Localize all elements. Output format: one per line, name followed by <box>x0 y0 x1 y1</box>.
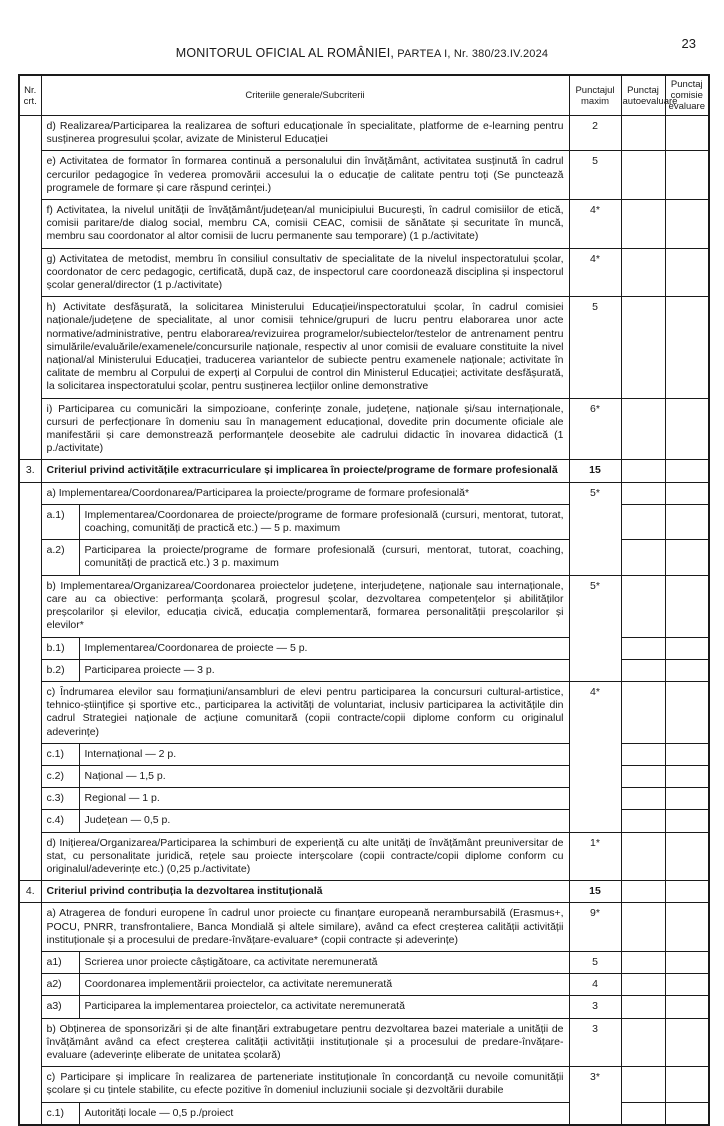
self-score-cell <box>621 681 665 743</box>
max-score: 15 <box>569 460 621 482</box>
self-score-cell <box>621 743 665 765</box>
table-row <box>19 398 709 460</box>
table-row <box>19 200 709 249</box>
col-header-nr: Nr. crt. <box>19 75 41 116</box>
committee-score-cell <box>665 765 709 787</box>
self-score-cell <box>621 996 665 1018</box>
table-row <box>19 575 709 637</box>
committee-score-cell <box>665 1102 709 1125</box>
criteria-text: Criteriul privind contribuția la dezvoltarea instituțională <box>41 881 569 903</box>
max-score: 5 <box>569 297 621 398</box>
sub-label: a1) <box>41 951 79 973</box>
criteria-text: Autorități locale — 0,5 p./proiect <box>79 1102 569 1125</box>
criteria-text: Participarea la proiecte/programe de formare profesională (cursuri, mentorat, tutorat, coaching, comunități de practică etc.) 3 p. maximum <box>79 540 569 575</box>
committee-score-cell <box>665 297 709 398</box>
self-score-cell <box>621 903 665 952</box>
self-score-cell <box>621 482 665 504</box>
col-header-criteria: Criteriile generale/Subcriterii <box>41 75 569 116</box>
self-score-cell <box>621 116 665 151</box>
table-row <box>19 248 709 297</box>
criteria-text: Participarea proiecte — 3 p. <box>79 659 569 681</box>
sub-label: a.1) <box>41 504 79 539</box>
table-row <box>19 482 709 504</box>
self-score-cell <box>621 788 665 810</box>
criteria-text: Implementarea/Coordonarea de proiecte/programe de formare profesională (cursuri, mentorat, tutorat, coaching, comunități de practică etc.) — 5 p. maximum <box>79 504 569 539</box>
committee-score-cell <box>665 903 709 952</box>
committee-score-cell <box>665 659 709 681</box>
table-row <box>19 1018 709 1067</box>
max-score: 5* <box>569 482 621 575</box>
section-row <box>19 881 709 903</box>
criteria-text: Județean — 0,5 p. <box>79 810 569 832</box>
committee-score-cell <box>665 637 709 659</box>
max-score: 6* <box>569 398 621 460</box>
criteria-text: e) Activitatea de formator în formarea continuă a personalului din învățământ, activitatea susținută în cadrul cercurilor pedagogice în vederea promovării accesului la o educație de calitate pentru toți (Se punctează programele de formare și care răspund cerinței.) <box>41 151 569 200</box>
criteria-text: b) Implementarea/Organizarea/Coordonarea proiectelor județene, interjudețene, naționale sau internaționale, care au ca obiective: performanța școlară, progresul școlar, dezvoltarea competențelor și abilităților preșcolarilor și elevilor, educația civică, educația complementară, formarea personalității preșcolarilor și elevilor* <box>41 575 569 637</box>
self-score-cell <box>621 951 665 973</box>
self-score-cell <box>621 974 665 996</box>
criteria-text: Participarea la implementarea proiectelor, ca activitate neremunerată <box>79 996 569 1018</box>
criteria-text: g) Activitatea de metodist, membru în consiliul consultativ de specialitate de la nivelul inspectoratului școlar, coordonator de cerc pedagogic, certificată, după caz, de inspectorul care coordonează disciplina și inspectorul școlar general/director (1 p./activitate) <box>41 248 569 297</box>
self-score-cell <box>621 810 665 832</box>
self-score-cell <box>621 637 665 659</box>
self-score-cell <box>621 398 665 460</box>
committee-score-cell <box>665 248 709 297</box>
criteria-text: d) Inițierea/Organizarea/Participarea la schimburi de experiență cu alte unități de învățământ preuniversitar de stat, cu personalitate juridică, rețele sau proiecte interșcolare (copii contracte/copii diplome conform cu originalul/adeverințe etc.) (0,25 p./activitate) <box>41 832 569 881</box>
committee-score-cell <box>665 974 709 996</box>
max-score: 15 <box>569 881 621 903</box>
committee-score-cell <box>665 398 709 460</box>
table-row <box>19 903 709 952</box>
max-score: 3 <box>569 996 621 1018</box>
max-score: 1* <box>569 832 621 881</box>
sub-label: a.2) <box>41 540 79 575</box>
sub-label: c.2) <box>41 765 79 787</box>
self-score-cell <box>621 460 665 482</box>
max-score: 3* <box>569 1067 621 1125</box>
sub-label: b.2) <box>41 659 79 681</box>
self-score-cell <box>621 881 665 903</box>
table-row <box>19 974 709 996</box>
committee-score-cell <box>665 482 709 504</box>
committee-score-cell <box>665 996 709 1018</box>
max-score: 4* <box>569 248 621 297</box>
sub-label: c.3) <box>41 788 79 810</box>
gazette-title: MONITORUL OFICIAL AL ROMÂNIEI, <box>175 46 395 60</box>
col-header-max: Punctajul maxim <box>569 75 621 116</box>
sub-label: c.1) <box>41 743 79 765</box>
criteria-text: b) Obținerea de sponsorizări și de alte finanțări extrabugetare pentru dezvoltarea bazei materiale a unității de învățământ având ca efect creșterea calității activității instituționale și a procesului de predare-învățare-evaluare (adeverințe eliberate de unitatea școlară) <box>41 1018 569 1067</box>
criteria-text: i) Participarea cu comunicări la simpozioane, conferințe zonale, județene, naționale și/sau internaționale, cursuri de perfecționare în domeniu sau în management educațional, dovedite prin documente oficiale ale manifestării și care demonstrează performanțele deosebite ale cadrului didactic în inovarea didactică (1 p./activitate) <box>41 398 569 460</box>
criteria-text: Scrierea unor proiecte câștigătoare, ca activitate neremunerată <box>79 951 569 973</box>
committee-score-cell <box>665 1018 709 1067</box>
sub-label: a3) <box>41 996 79 1018</box>
committee-score-cell <box>665 681 709 743</box>
criteria-text: c) Îndrumarea elevilor sau formațiuni/ansambluri de elevi pentru participarea la concursuri cultural-artistice, tehnico-științifice și sportive etc., participarea la activități de voluntariat, inclusiv participarea la activitățile din cadrul Strategiei naționale de acțiune comunitară (copii contracte/copii diplome conform cu originalul adeverințe) <box>41 681 569 743</box>
criteria-text: c) Participare și implicare în realizarea de parteneriate instituționale în concordanță cu nevoile comunității școlare și cu țintele stabilite, cu efecte pozitive în domeniul incluziunii sociale și dezvoltării durabile <box>41 1067 569 1102</box>
table-row <box>19 151 709 200</box>
committee-score-cell <box>665 200 709 249</box>
criteria-text: Regional — 1 p. <box>79 788 569 810</box>
max-score: 3 <box>569 1018 621 1067</box>
row-number-group <box>19 116 41 460</box>
committee-score-cell <box>665 460 709 482</box>
table-row <box>19 951 709 973</box>
table-row <box>19 832 709 881</box>
criteria-text: a) Atragerea de fonduri europene în cadrul unor proiecte cu finanțare europeană nerambursabilă (Erasmus+, POCU, PNRR, transfrontaliere, Banca Mondială și altele similare), având ca efect creșterea calității activității instituționale și a procesului de predare-învățare-evaluare* (copii contracte și adeverințe) <box>41 903 569 952</box>
criteria-text: Internațional — 2 p. <box>79 743 569 765</box>
committee-score-cell <box>665 116 709 151</box>
self-score-cell <box>621 1102 665 1125</box>
max-score: 9* <box>569 903 621 952</box>
committee-score-cell <box>665 743 709 765</box>
sub-label: a2) <box>41 974 79 996</box>
row-number: 4. <box>19 881 41 903</box>
self-score-cell <box>621 659 665 681</box>
max-score: 4* <box>569 200 621 249</box>
sub-label: b.1) <box>41 637 79 659</box>
sub-label: c.4) <box>41 810 79 832</box>
criteria-text: d) Realizarea/Participarea la realizarea de softuri educaționale în specialitate, platforme de e-learning pentru susținerea progresului școlar, avizate de Ministerul Educației <box>41 116 569 151</box>
page-number: 23 <box>681 36 696 51</box>
row-number-group <box>19 903 41 1125</box>
committee-score-cell <box>665 810 709 832</box>
self-score-cell <box>621 765 665 787</box>
max-score: 4* <box>569 681 621 832</box>
committee-score-cell <box>665 504 709 539</box>
self-score-cell <box>621 151 665 200</box>
table-row <box>19 1067 709 1102</box>
criteria-text: a) Implementarea/Coordonarea/Participarea la proiecte/programe de formare profesională* <box>41 482 569 504</box>
self-score-cell <box>621 1067 665 1102</box>
criteria-text: Național — 1,5 p. <box>79 765 569 787</box>
committee-score-cell <box>665 832 709 881</box>
section-row <box>19 460 709 482</box>
sub-label: c.1) <box>41 1102 79 1125</box>
row-number-group <box>19 482 41 880</box>
committee-score-cell <box>665 1067 709 1102</box>
committee-score-cell <box>665 788 709 810</box>
row-number: 3. <box>19 460 41 482</box>
gazette-title-detail: PARTEA I, Nr. 380/23.IV.2024 <box>394 48 549 60</box>
page-title <box>0 44 724 62</box>
self-score-cell <box>621 1018 665 1067</box>
table-header-row <box>19 75 709 116</box>
criteria-text: h) Activitate desfășurată, la solicitarea Ministerului Educației/inspectoratului școlar, în cadrul comisiei naționale/județene de specialitate, al unor comisii tehnice/grupuri de lucru pentru elaborarea unor acte normative/administrative, pentru elaborarea/revizuirea programelor/subiectelor/testelor de antrenament pentru simulările/evaluările/examenele/concursurile naționale, respectiv al unor comisii de evaluare constituite la nivel național/al Ministerului Educației, traducerea variantelor de subiecte pentru examenele naționale; activitate în calitate de membru al Corpului de experți al Corpului de control din Ministerul Educației; activitate desfășurată, la solicitarea inspectoratului școlar, pentru susținerea lecțiilor online demonstrative <box>41 297 569 398</box>
table-row <box>19 297 709 398</box>
col-header-self: Punctaj autoevaluare <box>621 75 665 116</box>
self-score-cell <box>621 297 665 398</box>
committee-score-cell <box>665 151 709 200</box>
criteria-text: Coordonarea implementării proiectelor, ca activitate neremunerată <box>79 974 569 996</box>
table-row <box>19 996 709 1018</box>
table-row <box>19 681 709 743</box>
self-score-cell <box>621 832 665 881</box>
table-row <box>19 116 709 151</box>
self-score-cell <box>621 540 665 575</box>
self-score-cell <box>621 504 665 539</box>
committee-score-cell <box>665 951 709 973</box>
committee-score-cell <box>665 575 709 637</box>
max-score: 5 <box>569 151 621 200</box>
criteria-table <box>18 74 710 1126</box>
self-score-cell <box>621 248 665 297</box>
page-header <box>0 0 724 74</box>
criteria-text: f) Activitatea, la nivelul unității de învățământ/județean/al municipiului București, în cadrul comisiilor de etică, comisii paritare/de dialog social, membru CA, comisii CEAC, comisii de sănătate și securitate în muncă, membru sau coordonator al altor comisii de lucru permanente sau temporare) (1 p./activitate) <box>41 200 569 249</box>
max-score: 5 <box>569 951 621 973</box>
criteria-text: Criteriul privind activitățile extracurriculare și implicarea în proiecte/programe de formare profesională <box>41 460 569 482</box>
col-header-committee: Punctaj comisie evaluare <box>665 75 709 116</box>
self-score-cell <box>621 200 665 249</box>
max-score: 2 <box>569 116 621 151</box>
self-score-cell <box>621 575 665 637</box>
max-score: 4 <box>569 974 621 996</box>
max-score: 5* <box>569 575 621 681</box>
committee-score-cell <box>665 881 709 903</box>
committee-score-cell <box>665 540 709 575</box>
criteria-text: Implementarea/Coordonarea de proiecte — 5 p. <box>79 637 569 659</box>
